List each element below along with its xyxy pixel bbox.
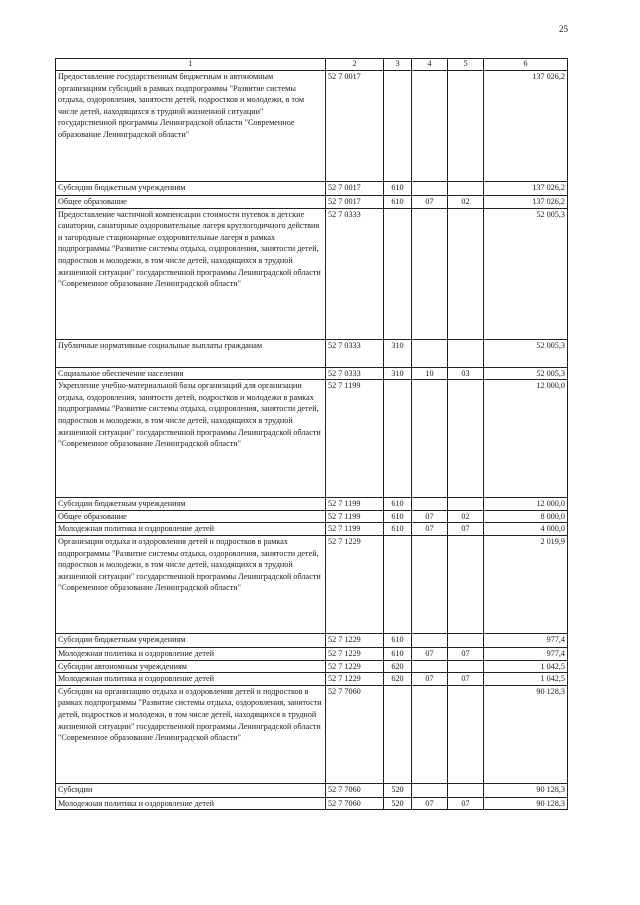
row-name-cell: Социальное обеспечение населения (56, 367, 326, 380)
row-name-cell: Молодежная политика и оздоровление детей (56, 797, 326, 810)
row-sum-cell: 137 026,2 (484, 196, 568, 209)
row-pr-cell (448, 339, 484, 367)
row-code-cell: 52 7 0333 (326, 208, 384, 339)
row-code-cell: 52 7 7060 (326, 797, 384, 810)
row-name-cell: Предоставление государственным бюджетным и автономным организациям субсидий в рамках подпрограммы "Развитие системы отдыха, оздоровления, занятости детей, подростков и молодежи, в том числе детей, находящихся в трудной жизненной ситуации" государственной программы Ленинградской области "Современное образование Ленинградской области" (56, 71, 326, 182)
row-code-cell: 52 7 1199 (326, 380, 384, 498)
row-vr-cell: 610 (384, 196, 412, 209)
table-row (56, 523, 568, 536)
row-name-cell: Субсидии бюджетным учреждениям (56, 633, 326, 647)
row-vr-cell (384, 380, 412, 498)
row-sum-cell: 52 005,3 (484, 208, 568, 339)
row-vr-cell: 610 (384, 523, 412, 536)
row-vr-cell: 610 (384, 647, 412, 660)
row-sum-cell: 12 000,0 (484, 498, 568, 511)
column-header-2: 2 (326, 59, 384, 71)
row-rz-cell: 07 (412, 797, 448, 810)
row-rz-cell (412, 339, 448, 367)
row-sum-cell: 977,4 (484, 633, 568, 647)
table-row (56, 673, 568, 686)
row-code-cell: 52 7 1229 (326, 633, 384, 647)
row-rz-cell: 07 (412, 196, 448, 209)
budget-table-body (56, 59, 568, 810)
row-rz-cell: 07 (412, 523, 448, 536)
row-pr-cell (448, 685, 484, 783)
row-sum-cell: 977,4 (484, 647, 568, 660)
row-pr-cell (448, 535, 484, 633)
row-pr-cell: 07 (448, 797, 484, 810)
row-pr-cell (448, 208, 484, 339)
row-vr-cell: 620 (384, 673, 412, 686)
row-vr-cell: 520 (384, 783, 412, 797)
row-name-cell: Укрепление учебно-материальной базы организаций для организации отдыха, оздоровления, занятости детей, подростков и молодежи в рамках подпрограммы "Развитие системы отдыха, оздоровления, занятости детей, подростков и молодежи, в том числе детей, находящихся в трудной жизненной ситуации" государственной программы Ленинградской области "Современное образование Ленинградской области" (56, 380, 326, 498)
row-rz-cell (412, 71, 448, 182)
row-pr-cell (448, 71, 484, 182)
row-name-cell: Предоставление частичной компенсации стоимости путевок в детские санатории, санаторные оздоровительные лагеря круглогодичного действия и загородные стационарные оздоровительные лагеря в рамках подпрограммы "Развитие системы отдыха, оздоровления, занятости детей, подростков и молодежи, в том числе детей, находящихся в трудной жизненной ситуации" государственной программы Ленинградской области "Современное образование Ленинградской области" (56, 208, 326, 339)
row-sum-cell: 137 026,2 (484, 71, 568, 182)
table-row (56, 535, 568, 633)
row-rz-cell (412, 380, 448, 498)
row-name-cell: Субсидии на организацию отдыха и оздоровления детей и подростков в рамках подпрограммы "Развитие системы отдыха, оздоровления, занятости детей, подростков и молодежи, в том числе детей, находящихся в трудной жизненной ситуации" государственной программы Ленинградской области "Современное образование Ленинградской области" (56, 685, 326, 783)
column-header-3: 3 (384, 59, 412, 71)
row-code-cell: 52 7 1199 (326, 523, 384, 536)
row-pr-cell (448, 633, 484, 647)
row-rz-cell: 07 (412, 673, 448, 686)
row-vr-cell (384, 685, 412, 783)
row-sum-cell: 1 042,5 (484, 673, 568, 686)
column-header-6: 6 (484, 59, 568, 71)
row-code-cell: 52 7 1229 (326, 660, 384, 673)
row-name-cell: Общее образование (56, 510, 326, 523)
row-sum-cell: 137 026,2 (484, 182, 568, 196)
row-vr-cell: 610 (384, 633, 412, 647)
row-code-cell: 52 7 0333 (326, 339, 384, 367)
row-name-cell: Субсидии бюджетным учреждениям (56, 498, 326, 511)
row-rz-cell: 07 (412, 647, 448, 660)
page-number: 25 (559, 24, 568, 34)
column-header-4: 4 (412, 59, 448, 71)
table-row (56, 498, 568, 511)
row-name-cell: Организация отдыха и оздоровления детей и подростков в рамках подпрограммы "Развитие системы отдыха, оздоровления, занятости детей, подростков и молодежи, в том числе детей, находящихся в трудной жизненной ситуации" государственной программы Ленинградской области "Современное образование Ленинградской области" (56, 535, 326, 633)
row-rz-cell (412, 182, 448, 196)
row-vr-cell: 610 (384, 510, 412, 523)
row-sum-cell: 8 000,0 (484, 510, 568, 523)
row-sum-cell: 1 042,5 (484, 660, 568, 673)
table-row (56, 196, 568, 209)
row-rz-cell (412, 535, 448, 633)
row-vr-cell: 620 (384, 660, 412, 673)
row-sum-cell: 90 128,3 (484, 685, 568, 783)
row-sum-cell: 52 005,3 (484, 339, 568, 367)
column-header-5: 5 (448, 59, 484, 71)
row-code-cell: 52 7 0017 (326, 196, 384, 209)
table-row (56, 380, 568, 498)
row-sum-cell: 90 128,3 (484, 797, 568, 810)
row-name-cell: Молодежная политика и оздоровление детей (56, 523, 326, 536)
table-row (56, 783, 568, 797)
row-vr-cell: 310 (384, 367, 412, 380)
row-code-cell: 52 7 0333 (326, 367, 384, 380)
row-vr-cell (384, 535, 412, 633)
row-code-cell: 52 7 0017 (326, 182, 384, 196)
table-row (56, 647, 568, 660)
row-rz-cell (412, 685, 448, 783)
table-row (56, 510, 568, 523)
row-name-cell: Публичные нормативные социальные выплаты гражданам (56, 339, 326, 367)
row-vr-cell (384, 71, 412, 182)
table-row (56, 71, 568, 182)
row-vr-cell: 310 (384, 339, 412, 367)
row-rz-cell (412, 633, 448, 647)
row-name-cell: Субсидии (56, 783, 326, 797)
row-name-cell: Общее образование (56, 196, 326, 209)
row-code-cell: 52 7 1229 (326, 535, 384, 633)
row-sum-cell: 52 005,3 (484, 367, 568, 380)
row-sum-cell: 4 000,0 (484, 523, 568, 536)
row-rz-cell (412, 660, 448, 673)
row-pr-cell: 07 (448, 647, 484, 660)
table-row (56, 367, 568, 380)
table-row (56, 633, 568, 647)
row-name-cell: Молодежная политика и оздоровление детей (56, 647, 326, 660)
budget-table (55, 58, 568, 810)
table-row (56, 208, 568, 339)
table-row (56, 797, 568, 810)
row-pr-cell: 07 (448, 523, 484, 536)
row-code-cell: 52 7 1229 (326, 673, 384, 686)
row-pr-cell: 03 (448, 367, 484, 380)
row-vr-cell: 610 (384, 498, 412, 511)
row-pr-cell (448, 498, 484, 511)
table-row (56, 660, 568, 673)
row-rz-cell: 10 (412, 367, 448, 380)
column-number-row (56, 59, 568, 71)
row-code-cell: 52 7 1199 (326, 510, 384, 523)
row-rz-cell (412, 208, 448, 339)
row-pr-cell (448, 660, 484, 673)
row-sum-cell: 2 019,9 (484, 535, 568, 633)
row-pr-cell (448, 182, 484, 196)
row-pr-cell: 07 (448, 673, 484, 686)
row-code-cell: 52 7 0017 (326, 71, 384, 182)
row-code-cell: 52 7 1229 (326, 647, 384, 660)
row-code-cell: 52 7 7060 (326, 685, 384, 783)
row-pr-cell: 02 (448, 196, 484, 209)
row-name-cell: Субсидии автономным учреждениям (56, 660, 326, 673)
row-sum-cell: 12 000,0 (484, 380, 568, 498)
row-rz-cell: 07 (412, 510, 448, 523)
row-name-cell: Молодежная политика и оздоровление детей (56, 673, 326, 686)
row-name-cell: Субсидии бюджетным учреждениям (56, 182, 326, 196)
column-header-1: 1 (56, 59, 326, 71)
row-rz-cell (412, 783, 448, 797)
row-pr-cell (448, 380, 484, 498)
row-vr-cell: 520 (384, 797, 412, 810)
row-pr-cell: 02 (448, 510, 484, 523)
row-rz-cell (412, 498, 448, 511)
table-row (56, 182, 568, 196)
row-vr-cell (384, 208, 412, 339)
row-vr-cell: 610 (384, 182, 412, 196)
row-sum-cell: 90 128,3 (484, 783, 568, 797)
row-code-cell: 52 7 1199 (326, 498, 384, 511)
row-code-cell: 52 7 7060 (326, 783, 384, 797)
row-pr-cell (448, 783, 484, 797)
table-row (56, 685, 568, 783)
table-row (56, 339, 568, 367)
